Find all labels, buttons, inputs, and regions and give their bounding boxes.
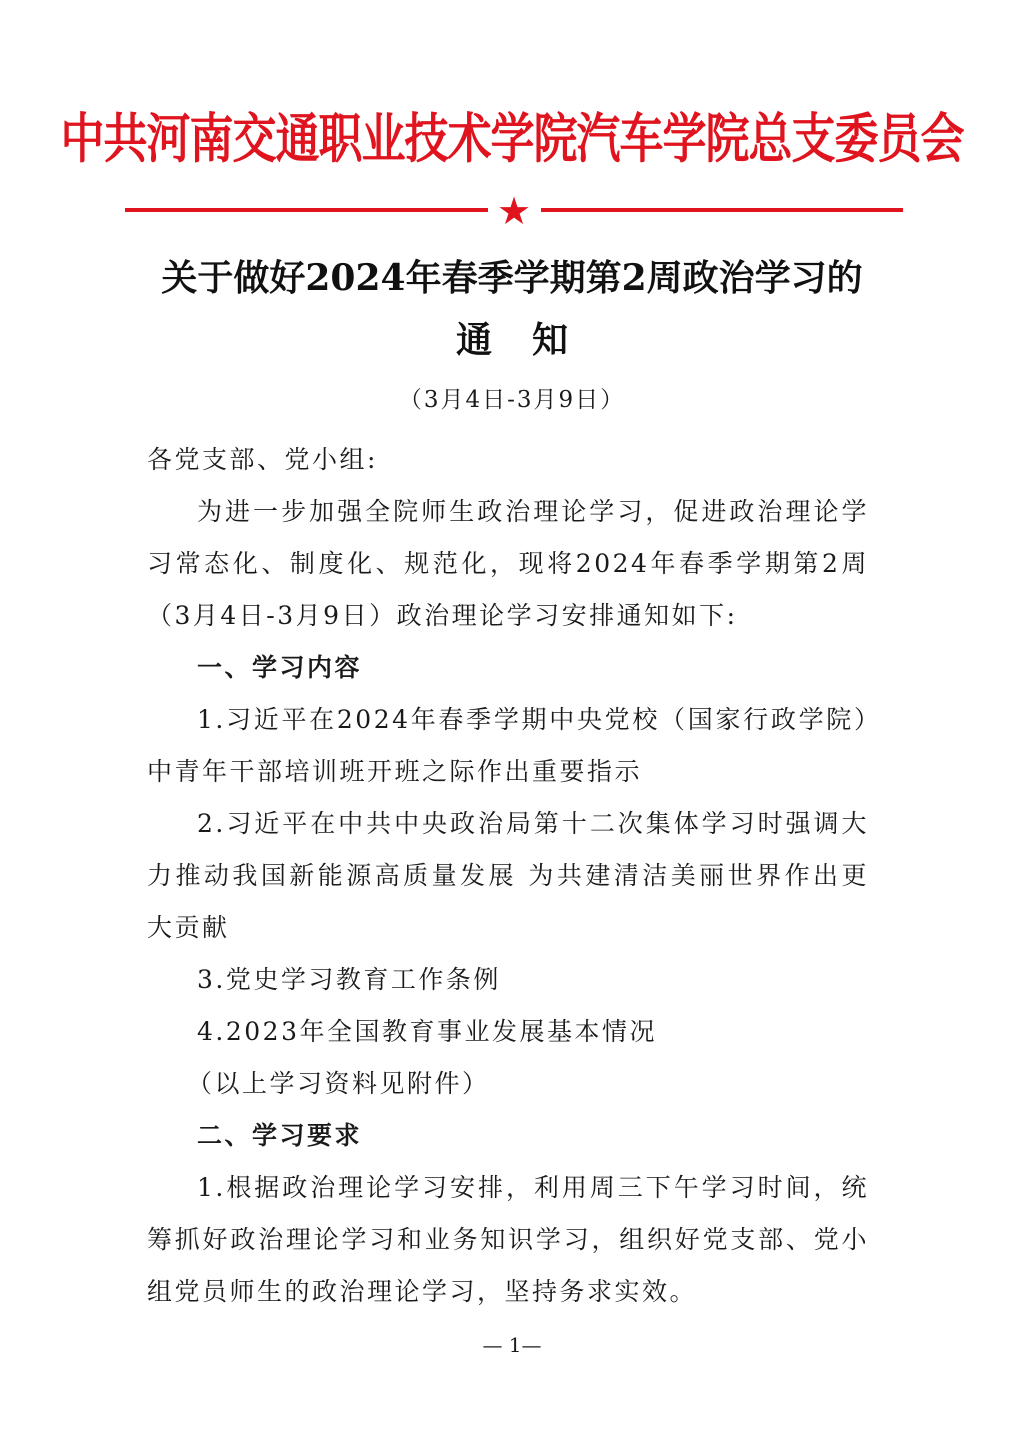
divider-line-left [125, 208, 488, 212]
section-heading-content: 一、学习内容 [197, 653, 363, 682]
content-item-2: 2.习近平在中共中央政治局第十二次集体学习时强调大力推动我国新能源高质量发展 为共建清洁美丽世界作出更大贡献 [147, 809, 869, 942]
date-range: （3月4日-3月9日） [398, 387, 626, 413]
red-divider [125, 189, 903, 233]
content-item-1: 1.习近平在2024年春季学期中央党校（国家行政学院）中青年干部培训班开班之际作出重要指示 [147, 705, 869, 786]
document-title-line2: 通知 [455, 319, 608, 361]
section-heading-requirements: 二、学习要求 [197, 1121, 363, 1150]
salutation: 各党支部、党小组: [147, 445, 378, 474]
masthead-title: 中共河南交通职业技术学院汽车学院总支委员会 [60, 108, 964, 171]
intro-paragraph: 为进一步加强全院师生政治理论学习，促进政治理论学习常态化、制度化、规范化，现将2024年春季学期第2周（3月4日-3月9日）政治理论学习安排通知如下: [147, 497, 869, 630]
page-number: — 1— [482, 1333, 542, 1357]
requirement-item-1: 1.根据政治理论学习安排，利用周三下午学习时间，统筹抓好政治理论学习和业务知识学习，组织好党支部、党小组党员师生的政治理论学习，坚持务求实效。 [147, 1173, 869, 1306]
divider-line-right [541, 208, 903, 212]
document-title-line1: 关于做好2024年春季学期第2周政治学习的 [161, 257, 863, 299]
attachment-note: （以上学习资料见附件） [187, 1069, 490, 1098]
star-icon: ★ [496, 189, 532, 233]
content-item-4: 4.2023年全国教育事业发展基本情况 [197, 1017, 657, 1046]
content-item-3: 3.党史学习教育工作条例 [197, 965, 501, 994]
document-body [147, 434, 869, 1318]
